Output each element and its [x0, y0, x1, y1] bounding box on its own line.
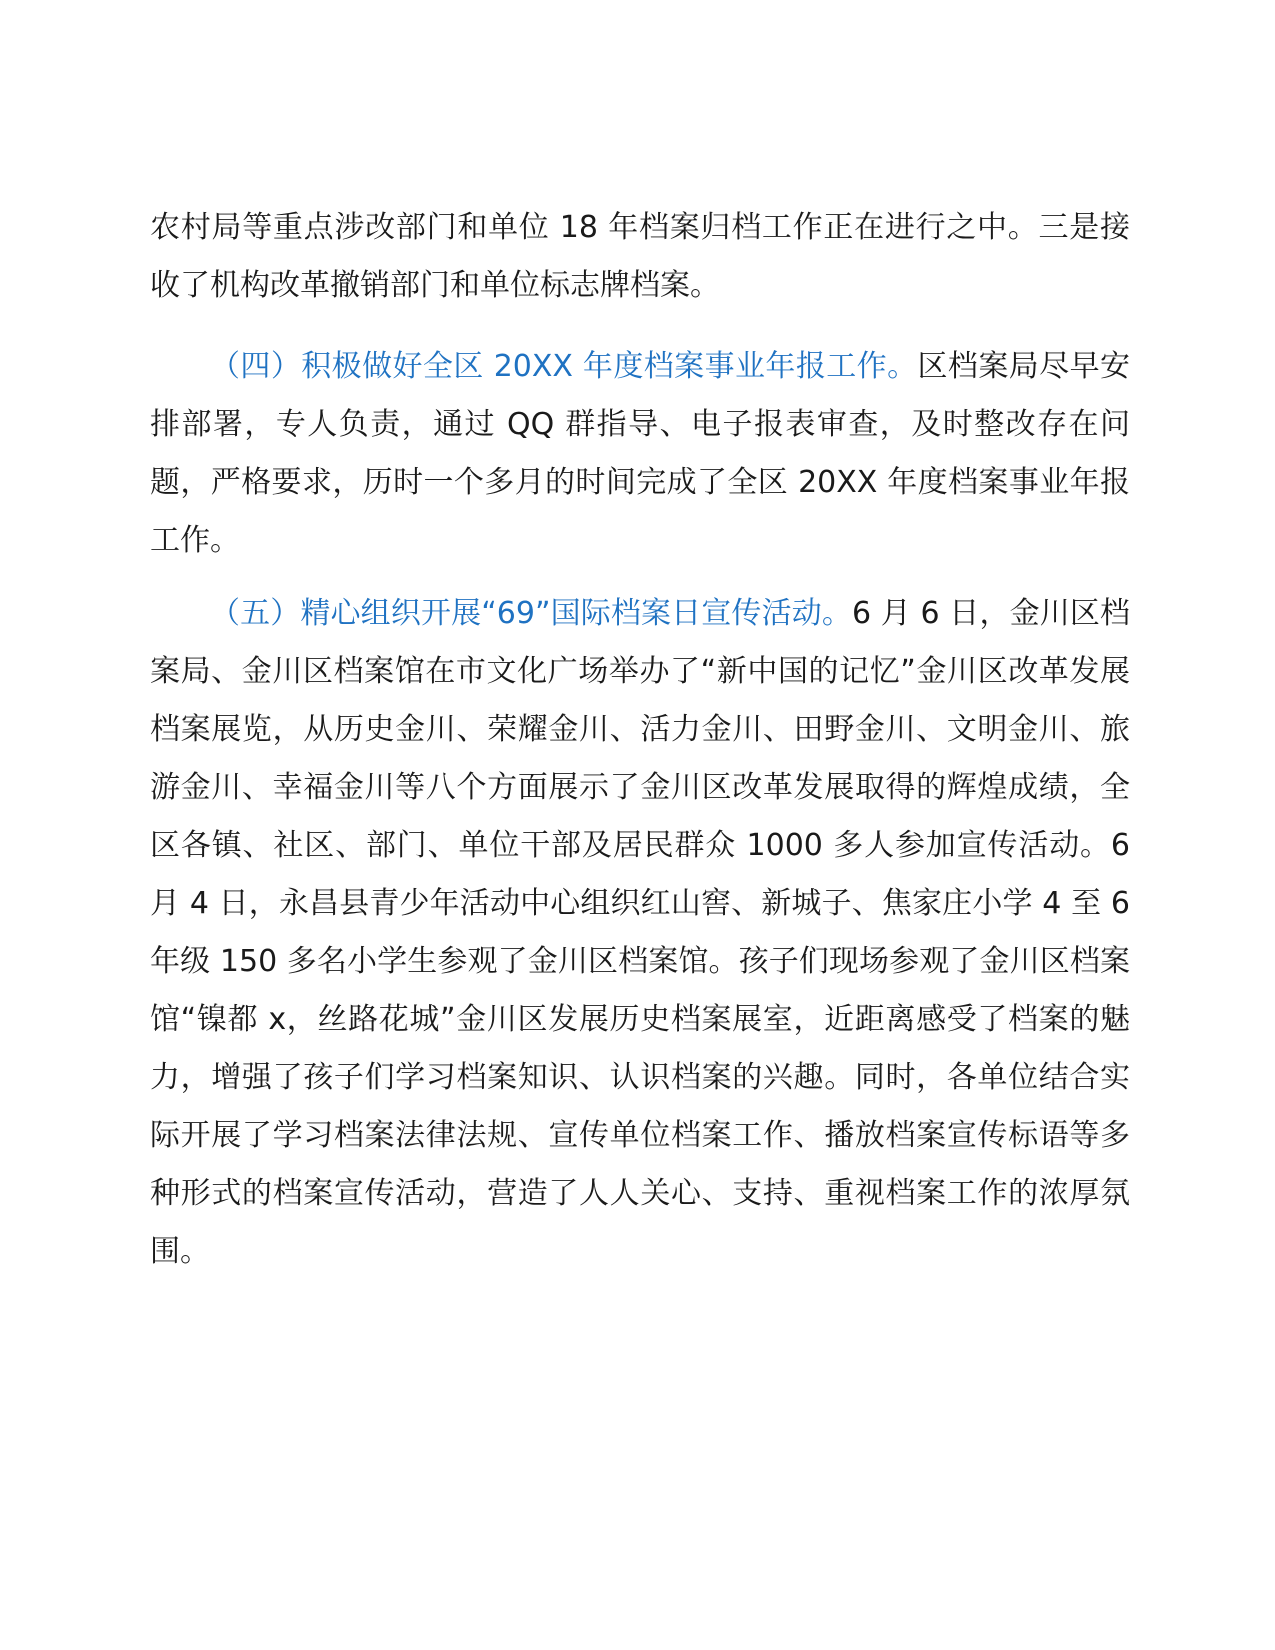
section-5-paragraph [150, 585, 1130, 1281]
section-5-body: 6 月 6 日，金川区档案局、金川区档案馆在市文化广场举办了“新中国的记忆”金川区改革发展档案展览，从历史金川、荣耀金川、活力金川、田野金川、文明金川、旅游金川、幸福金川等八个方面展示了金川区改革发展取得的辉煌成绩，全区各镇、社区、部门、单位干部及居民群众 1000 多人参加宣传活动。6 月 4 日，永昌县青少年活动中心组织红山窖、新城子、焦家庄小学 4 至 6 年级 150 多名小学生参观了金川区档案馆。孩子们现场参观了金川区档案馆“镍都 x，丝路花城”金川区发展历史档案展室，近距离感受了档案的魅力，增强了孩子们学习档案知识、认识档案的兴趣。同时，各单位结合实际开展了学习档案法律法规、宣传单位档案工作、播放档案宣传标语等多种形式的档案宣传活动，营造了人人关心、支持、重视档案工作的浓厚氛围。 [150, 596, 1130, 1269]
section-5-heading: （五）精心组织开展“69”国际档案日宣传活动。 [210, 596, 852, 631]
section-4-body: 区档案局尽早安排部署，专人负责，通过 QQ 群指导、电子报表审查，及时整改存在问题，严格要求，历时一个多月的时间完成了全区 20XX 年度档案事业年报工作。 [150, 349, 1130, 558]
continuation-paragraph: 农村局等重点涉改部门和单位 18 年档案归档工作正在进行之中。三是接收了机构改革撤销部门和单位标志牌档案。 [150, 210, 1130, 303]
section-4-paragraph [150, 338, 1130, 570]
section-4-heading: （四）积极做好全区 20XX 年度档案事业年报工作。 [210, 349, 918, 384]
